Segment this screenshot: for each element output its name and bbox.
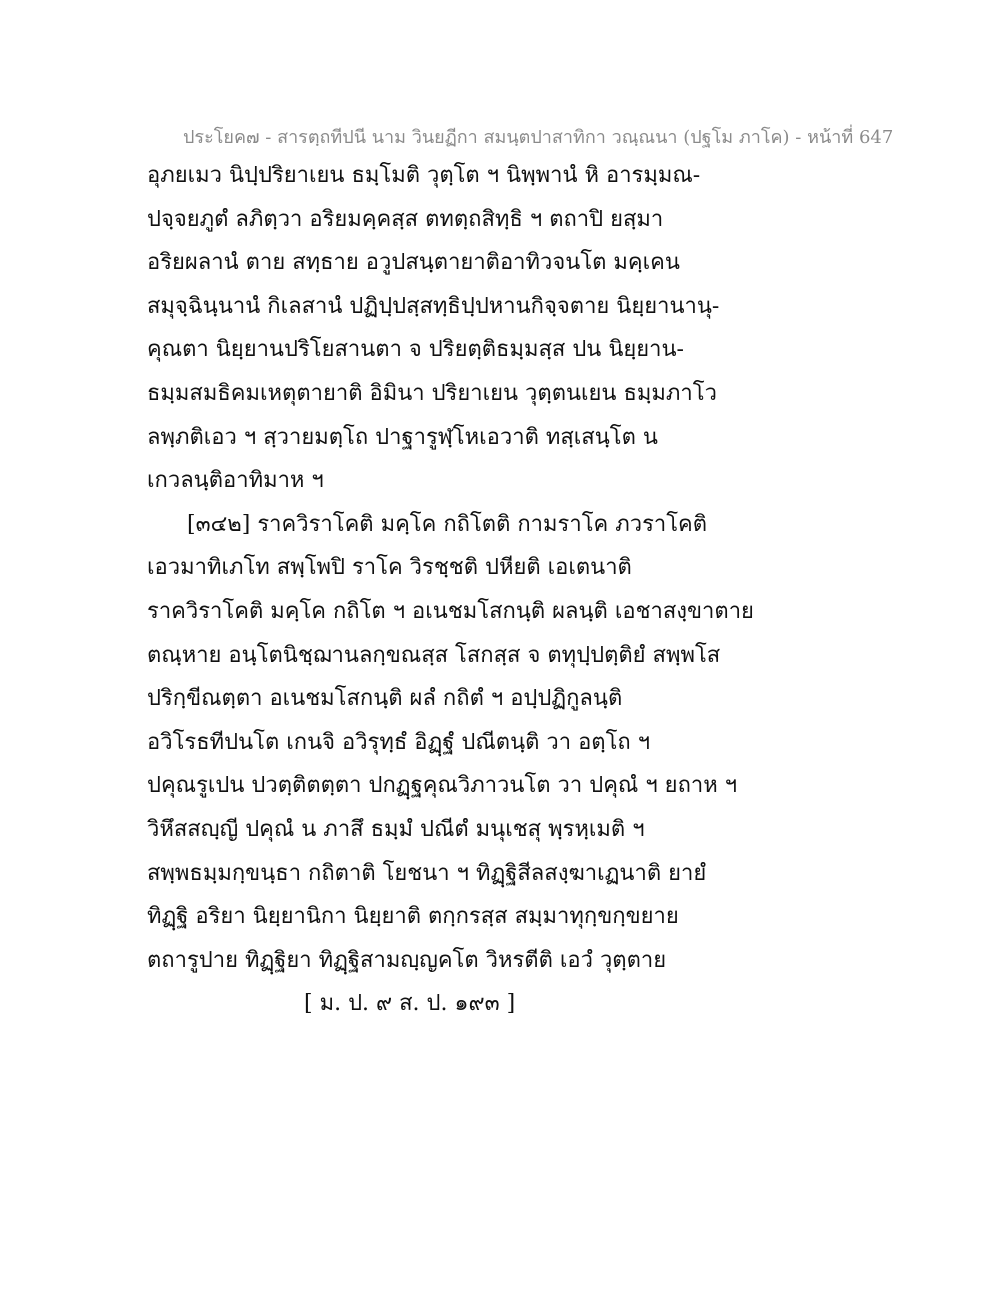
text-line: เอวมาทิเภโท สพฺโพปิ ราโค วิรชฺชติ ปหียติ เอเตนาติ <box>147 555 632 581</box>
text-line: สพฺพธมฺมกฺขนฺธา กถิตาติ โยชนา ฯ ทิฏฺฐิสีลสงฺฆาเฏนาติ ยายํ <box>147 860 707 886</box>
page-reference: [ ม. ป. ๙ ส. ป. ๑๙๓ ] <box>304 991 516 1017</box>
text-line: อริยผลานํ ตาย สทฺธาย อวูปสนฺตายาติอาทิวจนโต มคฺเคน <box>147 250 680 276</box>
text-line: ทิฏฺฐิ อริยา นิยฺยานิกา นิยฺยาติ ตกฺกรสฺส สมฺมาทุกฺขกฺขยาย <box>147 904 679 930</box>
text-line: สมุจฺฉินฺนานํ กิเลสานํ ปฏิปฺปสฺสทฺธิปฺปหานกิจฺจตาย นิยฺยานานุ- <box>147 293 720 319</box>
text-line: ปจฺจยภูตํ ลภิตฺวา อริยมคฺคสฺส ตทตฺถสิทฺธิ ฯ ตถาปิ ยสฺมา <box>147 206 664 232</box>
text-line: ราควิราโคติ มคฺโค กถิโต ฯ อเนชมโสกนฺติ ผลนฺติ เอชาสงฺขาตาย <box>147 598 754 624</box>
text-line: ปคุณรูเปน ปวตฺติตตฺตา ปกฏฺฐคุณวิภาวนโต วา ปคุณํ ฯ ยถาห ฯ <box>147 773 738 799</box>
text-line: ปริกฺขีณตฺตา อเนชมโสกนฺติ ผลํ กถิตํ ฯ อปฺปฏิกูลนฺติ <box>147 686 623 712</box>
text-line: วิหึสสญฺญี ปคุณํ น ภาสึ ธมฺมํ ปณีตํ มนุเชสุ พฺรหฺเมติ ฯ <box>147 816 645 842</box>
text-line: ตณฺหาย อนฺโตนิชฺฌานลกฺขณสฺส โสกสฺส จ ตทุปฺปตฺติยํ สพฺพโส <box>147 642 721 668</box>
text-line: ตถารูปาย ทิฏฺฐิยา ทิฏฺฐิสามญฺญคโต วิหรตีติ เอวํ วุตฺตาย <box>147 947 667 973</box>
text-line: อวิโรธทีปนโต เกนจิ อวิรุทฺธํ อิฏฺฐํ ปณีตนฺติ วา อตฺโถ ฯ <box>147 729 651 755</box>
running-header: ประโยค๗ - สารตฺถทีปนี นาม วินยฏีกา สมนฺตปาสาทิกา วณฺณนา (ปฐโม ภาโค) - หน้าที่ 647 <box>183 127 894 148</box>
text-line: คุณตา นิยฺยานปริโยสานตา จ ปริยตฺติธมฺมสฺส ปน นิยฺยาน- <box>147 337 684 363</box>
paragraph-start-line: [๓๔๒] ราควิราโคติ มคฺโค กถิโตติ กามราโค ภวราโคติ <box>187 511 708 537</box>
body-text <box>147 154 867 1026</box>
text-line: เกวลนฺติอาทิมาห ฯ <box>147 468 324 494</box>
text-line: อุภยเมว นิปฺปริยาเยน ธมฺโมติ วุตฺโต ฯ นิพฺพานํ หิ อารมฺมณ- <box>147 163 701 188</box>
text-line: ธมฺมสมธิคมเหตุตายาติ อิมินา ปริยาเยน วุตฺตนเยน ธมฺมภาโว <box>147 380 717 406</box>
text-line: ลพฺภติเอว ฯ สฺวายมตฺโถ ปาฐารูฬฺโหเอวาติ ทสฺเสนฺโต น <box>147 424 658 450</box>
